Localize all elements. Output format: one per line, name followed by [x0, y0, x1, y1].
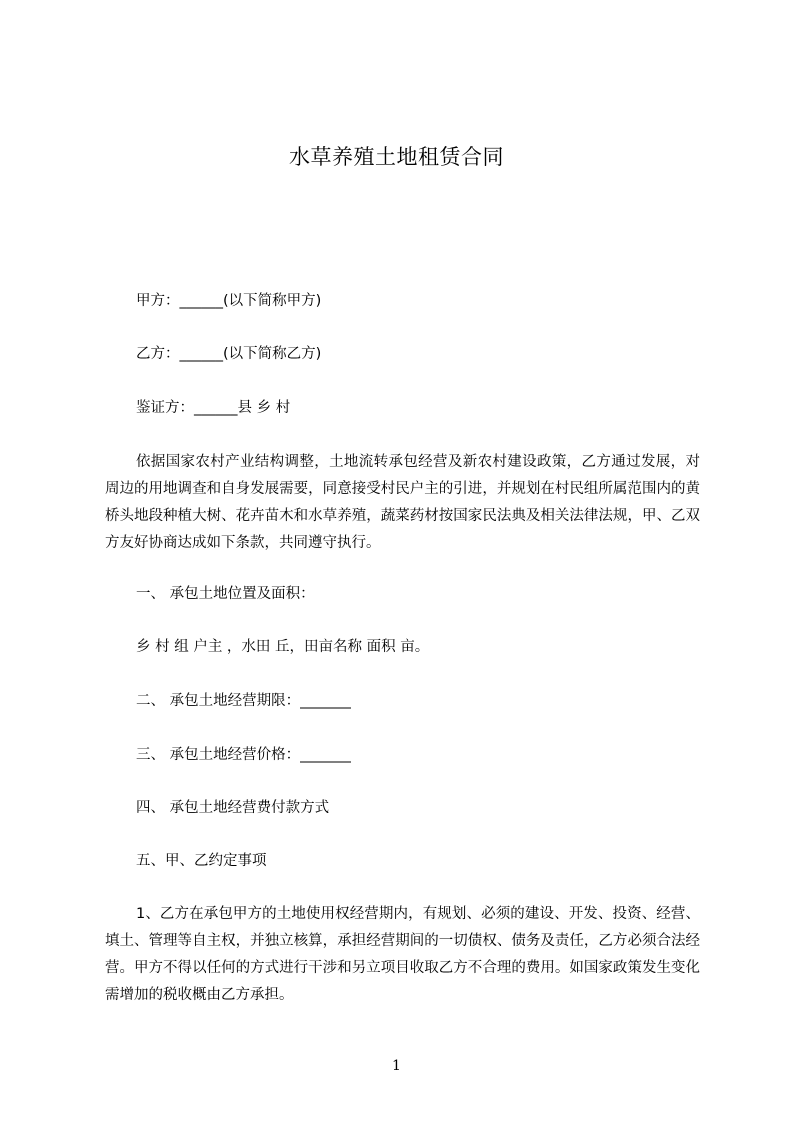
section-4-payment: 四、 承包土地经营费付款方式	[136, 800, 330, 816]
intro-paragraph: 依据国家农村产业结构调整，土地流转承包经营及新农村建设政策，乙方通过发展，对周边的用地调查和自身发展需要，同意接受村民户主的引进，并规划在村民组所属范围内的黄桥头地段种植大树、花卉苗木和水草养殖，蔬菜药材按国家民法典及相关法律法规，甲、乙双方友好协商达成如下条款，共同遵守执行。	[105, 454, 700, 551]
section-5-heading: 五、甲、乙约定事项	[136, 853, 267, 869]
document-title: 水草养殖土地租赁合同	[289, 145, 504, 169]
witness-line: 鉴证方：______县 乡 村	[136, 400, 291, 416]
party-a-line: 甲方：______(以下简称甲方)	[136, 293, 322, 309]
section-1-heading: 一、 承包土地位置及面积：	[136, 586, 315, 602]
clause-1-paragraph: 1、乙方在承包甲方的土地使用权经营期内，有规划、必须的建设、开发、投资、经营、填土、管理等自主权，并独立核算，承担经营期间的一切债权、债务及责任，乙方必须合法经营。甲方不得以任何的方式进行干涉和另立项目收取乙方不合理的费用。如国家政策发生变化需增加的税收概由乙方承担。	[105, 906, 700, 1003]
party-b-line: 乙方：______(以下简称乙方)	[136, 346, 322, 362]
section-1-body: 乡 村 组 户主 ，水田 丘，田亩名称 面积 亩。	[136, 639, 430, 655]
page-number: 1	[392, 1058, 401, 1074]
section-2-term: 二、 承包土地经营期限：_______	[136, 693, 351, 709]
section-3-price: 三、 承包土地经营价格：_______	[136, 747, 351, 763]
